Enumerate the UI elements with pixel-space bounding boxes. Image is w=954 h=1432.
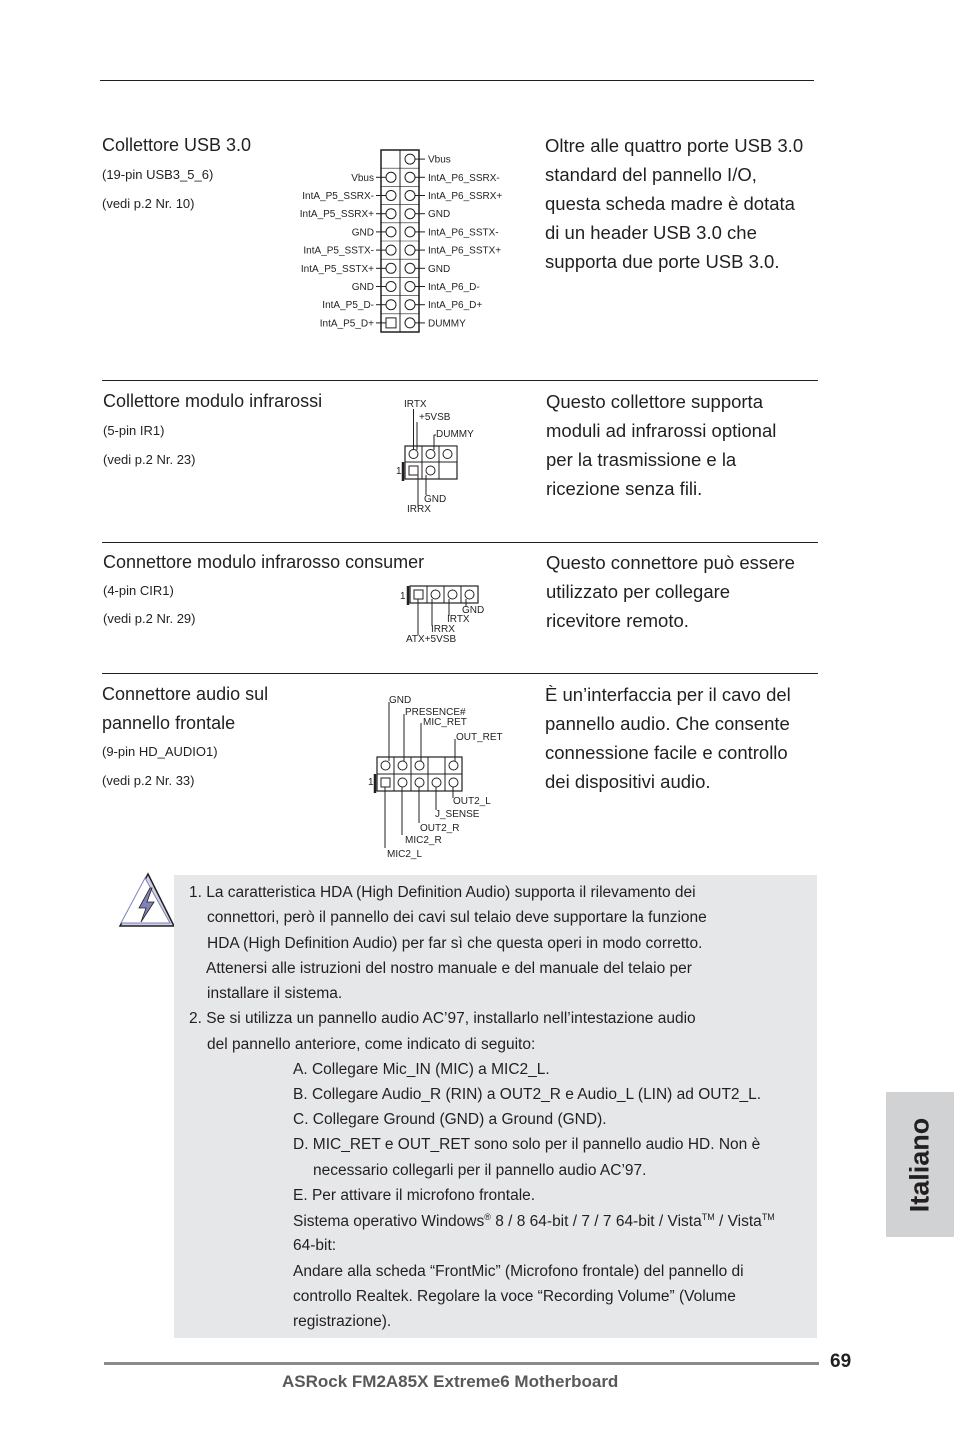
usb-pin-right [405, 282, 415, 292]
usb-pin-right [405, 172, 415, 182]
usb-pin-left [386, 172, 396, 182]
ir-label-dummy: DUMMY [436, 429, 474, 440]
ir-header-diagram [390, 395, 490, 517]
usb-right-label: Vbus [428, 154, 451, 166]
ir-ref: (vedi p.2 Nr. 23) [103, 452, 196, 467]
usb-right-label: IntA_P6_D+ [428, 300, 483, 312]
usb-pin-left [386, 282, 396, 292]
cir-label-irrx: IRRX [431, 624, 455, 635]
usb-right-label: IntA_P6_SSRX- [428, 172, 500, 184]
usb-right-label: DUMMY [428, 318, 466, 330]
audio-pin: (9-pin HD_AUDIO1) [102, 744, 218, 759]
usb-right-label: GND [428, 263, 451, 275]
audio-ref: (vedi p.2 Nr. 33) [102, 773, 195, 788]
usb-pin-right [405, 318, 415, 328]
os-line: Sistema operativo Windows® 8 / 8 64-bit / 7 / 7 64-bit / Vista™ / Vista™ [293, 1212, 775, 1231]
section-rule [102, 380, 818, 381]
usb-left-label: IntA_P5_SSRX- [302, 191, 374, 202]
cir-label-gnd: GND [462, 605, 485, 616]
usb-left-label: GND [351, 282, 374, 293]
ir-description: Questo collettore supporta moduli ad infrarossi optional per la trasmissione e la ricezione senza fili. [546, 391, 777, 499]
audio-label-gnd: GND [389, 695, 412, 706]
audio-label-mic2-r: MIC2_R [405, 835, 442, 846]
usb-right-label: GND [428, 209, 451, 221]
usb-pin-right [405, 245, 415, 255]
note-box: 1. La caratteristica HDA (High Definition Audio) supporta il rilevamento dei connettori, però il pannello dei cavi sul telaio deve supportare la funzione HDA (High Definition Audio) per far sì che questa operi in modo corretto. Attenersi alle istruzioni del nostro manuale e del manuale del telaio per installare il sistema. 2. Se si utilizza un pannello audio AC’97, installarlo nell’intestazione audio del pannello anteriore, come indicato di seguito: A. Collegare Mic_IN (MIC) a MIC2_L. B. Collegare Audio_R (RIN) a OUT2_R e Audio_L (LIN) ad OUT2_L. C. Collegare Ground (GND) a Ground (GND). D. MIC_RET e OUT_RET sono solo per il pannello audio HD. Non è necessario collegarli per il pannello audio AC’97. E. Per attivare il microfono frontale. Sistema operativo Windows® 8 / 8 64-bit / 7 / 7 64-bit / Vista™ / Vista™ 64-bit: Andare alla scheda “FrontMic” (Microfono frontale) del pannello di controllo Realtek. Regolare la voce “Recording Volume” (Volume registrazione). [174, 875, 817, 1338]
usb-pin-right [405, 154, 415, 164]
usb-title: Collettore USB 3.0 [102, 135, 252, 155]
ir-label-irrx: IRRX [407, 504, 431, 515]
usb-description: Oltre alle quattro porte USB 3.0 standard del pannello I/O, questa scheda madre è dotata di un header USB 3.0 che supporta due porte USB 3.0. [545, 135, 804, 272]
usb-left-label: GND [351, 227, 374, 239]
usb-pin-left [386, 191, 396, 201]
usb-left-label: IntA_P5_SSTX+ [300, 263, 374, 275]
usb-right-label: IntA_P6_D- [428, 282, 480, 293]
usb-pin-left [386, 263, 396, 273]
footer-brand: ASRock FM2A85X Extreme6 Motherboard [282, 1372, 619, 1391]
usb-left-label: IntA_P5_SSTX- [303, 245, 374, 257]
cir-ref: (vedi p.2 Nr. 29) [103, 611, 196, 626]
ir-label-5vsb: +5VSB [419, 412, 451, 423]
usb-pin-left [386, 209, 396, 219]
usb-right-label: IntA_P6_SSTX- [428, 227, 499, 239]
ir-label-gnd: GND [424, 494, 447, 505]
usb-ref: (vedi p.2 Nr. 10) [102, 196, 195, 211]
audio-label-pin1: 1 [368, 777, 374, 788]
caution-lightning-icon [112, 870, 178, 932]
page-number: 69 [830, 1351, 852, 1372]
top-rule [100, 80, 814, 81]
cir-label-pin1: 1 [400, 591, 406, 602]
ir-title: Collettore modulo infrarossi [103, 391, 323, 411]
audio-header-diagram [365, 690, 510, 862]
usb-pin-right [405, 300, 415, 310]
audio-label-j-sense: J_SENSE [435, 809, 480, 820]
usb-left-label: Vbus [351, 172, 374, 184]
audio-label-mic2-l: MIC2_L [387, 849, 423, 860]
usb-right-label: IntA_P6_SSRX+ [428, 191, 503, 202]
usb-pin-right [405, 227, 415, 237]
audio-label-presence: PRESENCE# [405, 707, 466, 718]
usb-pin-right [405, 263, 415, 273]
cir-title: Connettore modulo infrarosso consumer [103, 552, 425, 572]
section-rule [102, 673, 818, 674]
audio-description: È un’interfaccia per il cavo del pannello audio. Che consente connessione facile e controllo dei dispositivi audio. [545, 684, 791, 792]
usb-pin-left [386, 300, 396, 310]
section-rule [102, 542, 818, 543]
usb-left-label: IntA_P5_SSRX+ [299, 209, 374, 221]
footer-rule [104, 1362, 819, 1365]
cir-header-diagram [398, 580, 493, 648]
ir-label-irtx: IRTX [404, 399, 427, 410]
usb-pin-left [386, 318, 396, 328]
audio-label-out2-r: OUT2_R [420, 823, 460, 834]
audio-label-mic-ret: MIC_RET [423, 717, 467, 728]
audio-label-out2-l: OUT2_L [453, 796, 491, 807]
usb-left-label: IntA_P5_D+ [319, 318, 374, 330]
usb-left-label: IntA_P5_D- [322, 300, 374, 312]
cir-label-atx5vsb: ATX+5VSB [406, 634, 457, 645]
cir-label-irtx: IRTX [447, 614, 470, 625]
usb-pin: (19-pin USB3_5_6) [102, 167, 214, 182]
usb-pin-left [386, 245, 396, 255]
cir-description: Questo connettore può essere utilizzato per collegare ricevitore remoto. [546, 552, 795, 631]
usb-header-diagram [280, 145, 530, 340]
audio-label-out-ret: OUT_RET [456, 732, 503, 743]
usb-right-label: IntA_P6_SSTX+ [428, 245, 502, 257]
cir-pin: (4-pin CIR1) [103, 583, 174, 598]
usb-pin-right [405, 209, 415, 219]
language-tab: Italiano [886, 1092, 954, 1237]
usb-pin-right [405, 191, 415, 201]
usb-pin-left [386, 227, 396, 237]
audio-title: Connettore audio sul pannello frontale [102, 684, 269, 733]
ir-pin: (5-pin IR1) [103, 423, 165, 438]
ir-label-pin1: 1 [396, 466, 402, 477]
